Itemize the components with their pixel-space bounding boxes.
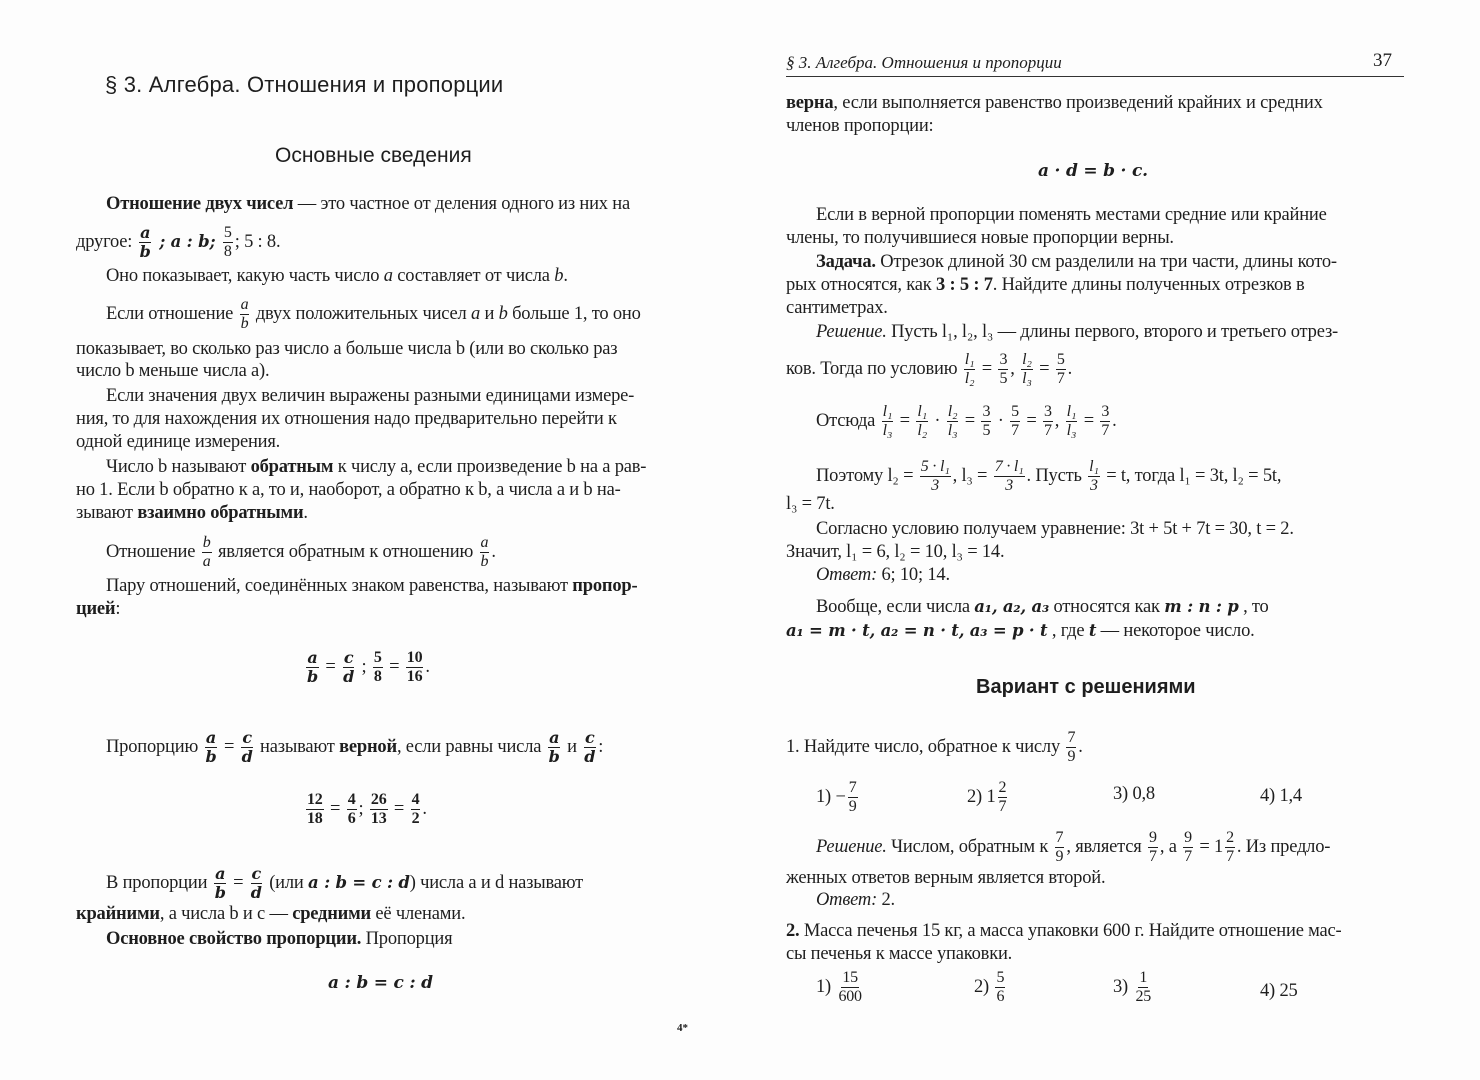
paragraph-ratio-examples: другое: $\frac{a}{b}$ ; a : b; $\frac{5}{8}$ ; 5 : 8.	[76, 223, 281, 261]
paragraph-inverse-ratio: Отношение $\frac{b}{a}$ является обратным к отношению $\frac{a}{b}$ .	[106, 534, 496, 570]
text-line: число b меньше числа a).	[76, 361, 270, 381]
subheading-variant: Вариант с решениями	[976, 676, 1196, 698]
text-line: Если в верной пропорции поменять местами средние или крайние	[816, 205, 1327, 225]
text-line: Если значения двух величин выражены разными единицами измере-	[106, 386, 635, 406]
task-paragraph: Задача. Отрезок длиной 30 см разделили на три части, длины кото-	[816, 252, 1337, 272]
text-line: но 1. Если b обратно к a, то и, наоборот, a обратно к b, а числа a и b на-	[76, 480, 621, 500]
text-line: членов пропорции:	[786, 116, 934, 136]
paragraph-inverse: Число b называют обратным к числу a, если произведение b на a рав-	[106, 457, 647, 477]
subheading-basics: Основные сведения	[275, 144, 472, 167]
text-line: члены, то получившиеся новые пропорции верны.	[786, 228, 1174, 248]
text-line: ния, то для нахождения их отношения надо предварительно перейти к	[76, 409, 617, 429]
equation-proportion: a : b = c : d	[328, 973, 433, 993]
text-line: цией:	[76, 599, 121, 619]
q2-option-2: 2) $\frac{5}{6}$	[974, 969, 1005, 1005]
paragraph-proportion-def: Пару отношений, соединённых знаком равенства, называют пропор-	[106, 576, 638, 596]
text-line: крайними, а числа b и c — средними её членами.	[76, 904, 466, 924]
text-line: a₁ = m · t, a₂ = n · t, a₃ = p · t , где t — некоторое число.	[786, 621, 1255, 641]
running-head: § 3. Алгебра. Отношения и пропорции	[786, 53, 1062, 72]
paragraph-ratio-greater: Если отношение $\frac{a}{b}$ двух положительных чисел a и b больше 1, то оно	[106, 296, 641, 332]
paragraph-ratio-def: Отношение двух чисел — это частное от деления одного из них на	[106, 194, 630, 214]
q1-solution: Решение. Числом, обратным к $\frac{7}{9}$ , является $\frac{9}{7}$ , а $\frac{9}{7}$ = 1 $\frac{2}{7}$ . Из предло-	[816, 829, 1331, 865]
q1-option-4: 4) 1,4	[1260, 786, 1302, 806]
question-1: 1. Найдите число, обратное к числу $\frac{7}{9}$ .	[786, 729, 1083, 765]
solution-paragraph: Решение. Пусть l₁, l₂, l₃ — длины первого, второго и третьего отрез-	[816, 322, 1339, 342]
text-line: сы печенья к массе упаковки.	[786, 944, 1013, 964]
q2-option-1: 1) $\frac{15}{600}$	[816, 969, 862, 1005]
text-line: Отсюда $\frac{\text{l₁}}{\text{l₃}}$ = $\frac{\text{l₁}}{\text{l₂}}$ · $\frac{\text{l₂}}{\text{l₃}}$ = $\frac{3}{5}$ · $\frac{5}{7}$ = $\frac{3}{7}$ , $\frac{\text{l₁}}{\text{l₃}}$ = $\frac{3}{7}$ .	[816, 403, 1117, 439]
section-title: § 3. Алгебра. Отношения и пропорции	[105, 72, 504, 97]
text-line: Согласно условию получаем уравнение: 3t + 5t + 7t = 30, t = 2.	[816, 519, 1294, 539]
equation-true-example: $\frac{12}{18}$ = $\frac{4}{6}$ ; $\frac{26}{13}$ = $\frac{4}{2}$ .	[307, 791, 427, 827]
paragraph-true-proportion: Пропорцию $\frac{a}{b}$ = $\frac{c}{d}$ называют верной, если равны числа $\frac{a}{b}$ и $\frac{c}{d}$ :	[106, 728, 604, 766]
q1-option-2: 2) 1 $\frac{2}{7}$	[967, 779, 1007, 815]
text-line: Значит, l₁ = 6, l₂ = 10, l₃ = 14.	[786, 542, 1005, 562]
fraction: $\frac{5}{8}$	[223, 224, 232, 260]
header-rule	[786, 76, 1404, 77]
paragraph-ratio-meaning: Оно показывает, какую часть число a составляет от числа b.	[106, 266, 568, 286]
text-line: женных ответов верным является второй.	[786, 868, 1106, 888]
text-line: l₃ = 7t.	[786, 494, 835, 514]
right-page	[740, 0, 1480, 1080]
text-line: рых относятся, как 3 : 5 : 7. Найдите длины полученных отрезков в	[786, 275, 1305, 295]
q2-option-3: 3) $\frac{1}{25}$	[1113, 969, 1152, 1005]
text-line: ков. Тогда по условию $\frac{\text{l₁}}{\text{l₂}}$ = $\frac{3}{5}$ , $\frac{\text{l₂}}{\text{l₃}}$ = $\frac{5}{7}$ .	[786, 351, 1073, 387]
paragraph-extremes-means: В пропорции $\frac{a}{b}$ = $\frac{c}{d}$ (или a : b = c : d) числа a и d называют	[106, 864, 584, 902]
text-line: сантиметрах.	[786, 298, 888, 318]
general-paragraph: Вообще, если числа a₁, a₂, a₃ относятся как m : n : p , то	[816, 597, 1269, 617]
text-line: показывает, во сколько раз число a больше числа b (или во сколько раз	[76, 339, 618, 359]
fraction: $\frac{b}{a}$	[202, 534, 211, 570]
q2-option-4: 4) 25	[1260, 981, 1298, 1001]
text-line: Поэтому l₂ = $\frac{\text{5 · l₁}}{3}$ , l₃ = $\frac{\text{7 · l₁}}{3}$ . Пусть $\frac{\text{l₁}}{3}$ = t, тогда l₁ = 3t, l₂ = 5t,	[816, 458, 1282, 494]
fraction: $\frac{a}{b}$	[240, 296, 249, 332]
text-line: одной единице измерения.	[76, 432, 281, 452]
signature-mark: 4*	[677, 1022, 688, 1034]
answer-line: Ответ: 6; 10; 14.	[816, 565, 950, 585]
paragraph-property-cont: верна, если выполняется равенство произведений крайних и средних	[786, 93, 1323, 113]
q1-answer: Ответ: 2.	[816, 890, 895, 910]
text-line: зывают взаимно обратными.	[76, 503, 308, 523]
fraction: $\frac{a}{b}$	[480, 534, 489, 570]
term-ratio: Отношение двух чисел	[106, 194, 294, 214]
fraction: $\frac{a}{b}$	[139, 223, 151, 261]
paragraph-main-property: Основное свойство пропорции. Пропорция	[106, 929, 453, 949]
equation-proportion-example: $\frac{a}{b}$ = $\frac{c}{d}$ ; $\frac{5}{8}$ = $\frac{10}{16}$ .	[307, 648, 430, 686]
q1-option-1: 1) − $\frac{7}{9}$	[816, 779, 857, 815]
q1-option-3: 3) 0,8	[1113, 784, 1155, 804]
page-number: 37	[1373, 50, 1392, 71]
equation-product: a · d = b · c.	[1038, 161, 1148, 181]
question-2: 2. Масса печенья 15 кг, а масса упаковки 600 г. Найдите отношение мас-	[786, 921, 1342, 941]
